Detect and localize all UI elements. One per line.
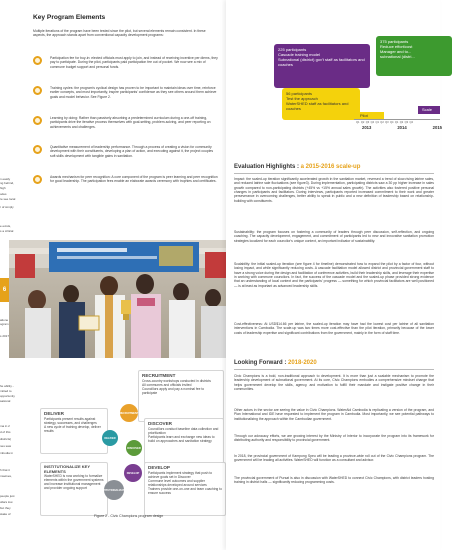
strip-line: e exists, <box>0 224 12 228</box>
develop-box <box>144 462 226 516</box>
strip-line: d of this <box>0 430 11 434</box>
strip-line: nes saw <box>0 444 12 448</box>
strip-line: districts) <box>0 437 12 441</box>
impact-paragraph: Impact: the scaled-up iteration significantly accelerated growth in the sanitation market, reversed a trend of slow-rising latrine sales, and reduced latrine sale fluctuations (see figure3). During implementation, participating districts saw a 30 pp higher increase in sales growth compared to non-participating districts (+45% vs +15% annual sales growth). The activities also fostered positive personal changes in participants and facilitators. During interviews, participants reported increased commitment to their work and greater perseverance in overcoming challenges, better ability to speak in public and a new definition of leadership based on relationship-building with constituents. <box>234 177 434 203</box>
bullet-icon <box>33 116 42 125</box>
bullet-text: Awards mechanism for peer recognition: A core component of the program is peer learning and peer recognition for good leadership. The participation fees enable an elaborate awards ceremony with trophies and certificates. <box>50 175 218 184</box>
deliver-item: A new cycle of training develop, deliver results <box>44 424 101 433</box>
recruitment-item: All communes and officials invited <box>142 382 192 387</box>
quarter-label: Q2 <box>380 121 384 124</box>
forward-rule <box>234 369 434 370</box>
scale-label: Scale <box>422 107 433 112</box>
discover-box <box>144 418 224 464</box>
scalability-paragraph: Scalability: the initial scaled-up iteration (see figure 4 for timeline) demonstrated how to expand the pilot by a factor of four, without losing impact, and while significantly reducing costs. A cascade facilitation model allowed district and provincial government staff to have a strong voice during the design and facilitation of conference activities, build their leadership skills, and leverage their expertise in working with commune councilors. In fact, the success of the cascade model and the scaled-up phase provided strong evidence that an understanding of local context and the participants' progress — something for which provincial facilitators are well positioned — is at least as important as advanced leadership skills. <box>234 262 434 288</box>
purple-line: Cascade training model <box>278 52 321 57</box>
yellow-line: Test the approach <box>286 96 318 101</box>
develop-item: Participants implement strategy that push to achieve goals set in Discover <box>148 470 213 479</box>
discover-circle: DISCOVER <box>126 440 142 456</box>
strip-line: ogram <box>0 322 9 326</box>
green-line: 375 participants <box>380 39 409 44</box>
right-page <box>226 0 440 550</box>
discover-item: Councillors conduct baseline data collection and prioritization <box>148 426 219 435</box>
timeline-graphic <box>226 0 440 135</box>
institutionalize-box <box>40 462 108 516</box>
strip-line: high <box>0 186 6 190</box>
strip-line: but they <box>0 506 11 510</box>
strip-line: r of simply <box>0 205 14 209</box>
forward-paragraph: Through our advocacy efforts, we are growing interest by the Ministry of Interior to incorporate the program into its framework for distributing authority and responsibility to provincial government. <box>234 434 434 443</box>
program-design-diagram <box>40 370 226 540</box>
evaluation-heading-text: Evaluation Highlights : <box>234 164 301 170</box>
strip-line: s 2017 <box>0 334 10 338</box>
strip-line: h that it <box>0 468 10 472</box>
year-row <box>362 125 442 130</box>
scale-bubble-purple <box>274 44 370 88</box>
deliver-box <box>40 408 108 454</box>
intro-text: Multiple iterations of the program have been tested since the pilot, but several elements remain consistent. In these aspects, the approach stands apart from conventional capacity development programs: <box>33 29 206 38</box>
strip-line: stake of <box>0 512 11 516</box>
forward-paragraph: In 2018, the provincial government of Kampong Speu will be leading a province-wide roll out of the Civic Champions program. The government will be leading all activities. WaterSHED will function as a consultant and advisor. <box>234 454 434 463</box>
strip-line: atlone <box>0 318 9 322</box>
scale-bubble-green <box>376 36 452 76</box>
discover-item: Participants learn and exchange new ideas to build on approaches and sanitation strategy <box>148 434 215 443</box>
purple-line: Subnational (district) gov't staff as facilitators and coaches <box>278 57 365 67</box>
strip-line: mitted to <box>0 389 12 393</box>
evaluation-heading <box>234 164 360 170</box>
develop-item: Commune level outcomes and supplier relationships developed around services <box>148 478 207 487</box>
sustainability-paragraph: Sustainability: the program focuses on fostering a community of leaders through peer discussion, self-reflection, and ongoing coaching. The capacity development, engagement, and commitment of participants led to new and innovative sanitation promotion strategies localized for each councilor's unique context, an important indicator of sustainability. <box>234 230 434 243</box>
strip-line: odes <box>0 192 7 196</box>
quarter-label: Q1 <box>356 121 360 124</box>
ceremony-photo-illustration <box>9 240 235 358</box>
quarter-label: Q4 <box>390 121 394 124</box>
quarter-label: Q1 <box>394 121 399 124</box>
quarter-label: Q4 <box>370 121 375 124</box>
institutionalize-title: INSTITUTIONALIZE KEY ELEMENTS <box>44 464 90 474</box>
strip-line: mbodia in <box>0 451 14 455</box>
quarter-label: Q4 <box>409 121 413 124</box>
develop-item: Trainers provide one-on-one and team coaching to ensure success <box>148 486 222 495</box>
forward-heading-years: 2018-2020 <box>288 360 317 366</box>
develop-circle: DEVELOP <box>124 464 142 482</box>
strip-line: re see local <box>0 197 16 201</box>
recruitment-item: Councillors apply and pay a nominal fee to participate <box>142 386 205 395</box>
forward-heading <box>234 360 317 366</box>
forward-paragraph: The provincial government of Pursat is also in discussion with WaterSHED to connect Civic Champions, with district leaders hosting training in district halls — significantly reducing programming costs. <box>234 476 434 485</box>
cost-effectiveness-paragraph: Cost-effectiveness: At USD$14.66 per latrine, the scaled-up iteration may have had the lowest cost per latrine of all sanitation interventions in Cambodia. The scale-up was two times more cost-effective than the pilot iteration, primarily because of the lower costs of leadership expertise and significant contributions from the government, mainly in the form of staff time. <box>234 322 434 335</box>
quarter-label: Q3 <box>385 121 389 124</box>
strip-line: people just <box>0 494 15 498</box>
deliver-item: Participants present results against strategy, successes, and challenges <box>44 416 97 425</box>
year-label: 2014 <box>397 125 407 130</box>
bullet-text: Participation fee for buy-in: elected officials must apply to join, and instead of receiving incentive per diems, they pay to participate. During the pilot, participants paid participation fee out of pocket. We now see a mix of commune budget support and personal funds. <box>50 56 218 69</box>
quarter-label: Q1 <box>375 121 379 124</box>
purple-line: 225 participants <box>278 47 307 52</box>
institutionalization-circle: INSTITUTIONALIZATION <box>104 480 124 500</box>
orange-stat-box <box>0 278 9 302</box>
evaluation-heading-years: a 2015-2016 scale-up <box>300 164 361 170</box>
strip-line: ma in 2 <box>0 424 10 428</box>
quarter-label: Q3 <box>365 121 370 124</box>
strip-line: s a critical <box>0 229 14 233</box>
page-title: Key Program Elements <box>33 14 106 21</box>
quarter-label: Q2 <box>399 121 404 124</box>
green-line: Manager and to... <box>380 49 412 54</box>
bullet-icon <box>33 175 42 184</box>
forward-paragraph: Other actors in the sector are seeing the value in Civic Champions. WaterAid Cambodia is replicating a version of the program, and Plan International and IDE have requested to implement the program in Cambodia. Most importantly, we see potential pathways to institutionalizing the approach within the Cambodian government. <box>234 408 434 421</box>
year-label: 2015 <box>432 125 442 130</box>
green-line: Reduce effort/cost <box>380 44 413 49</box>
recruitment-title: RECRUITMENT <box>142 373 176 378</box>
diagram-caption: Figure 2 - Civic Champions program design <box>94 514 164 518</box>
strip-line: n easily <box>0 177 11 181</box>
recruitment-item: Cross-country workshops conducted in districts <box>142 378 211 383</box>
orange-stat-text: 6 <box>2 287 7 293</box>
strip-line: ollars low <box>0 500 13 504</box>
quarter-label: Q2 <box>360 121 365 124</box>
strip-line: ng behind, <box>0 181 15 185</box>
strip-line: he ability - <box>0 384 14 388</box>
pilot-bubble-yellow <box>282 88 360 120</box>
forward-heading-text: Looking Forward : <box>234 360 288 366</box>
deliver-title: DELIVER <box>44 411 64 416</box>
evaluation-rule <box>234 173 434 174</box>
bullet-text: Training cycles: the program's cyclical design has proven to be important to maintain ideas over time, reinforce earlier concepts, and most importantly, inspire participants' confidence as they see others around them achieve goals and model behavior. See Figure 2. <box>50 86 217 99</box>
yellow-line: WaterSHED staff as facilitators and coaches <box>286 101 349 111</box>
strip-line: mselves, <box>0 474 12 478</box>
quarter-label: Q3 <box>404 121 409 124</box>
forward-paragraph: Civic Champions is a bold, non-traditional approach to development. It is more than just a scalable mechanism to promote the leadership development of subnational government. At its core, Civic Champions embodies a comprehensive mindset change that helps government develop the skills, agency, and motivation to fulfill their mandate and instigate positive change in their communities. <box>234 374 434 392</box>
yellow-line: 56 participants <box>286 91 313 96</box>
ceremony-photo <box>9 240 235 358</box>
develop-title: DEVELOP <box>148 465 170 470</box>
recruitment-circle: RECRUITMENT <box>120 404 138 422</box>
bullet-text: Learning by doing: Rather than passively absorbing a predetermined curriculum during a one-off training, participants drive the iterative process themselves with goal-setting, problem-solving, and peer reporting on achievements and challenges. <box>50 116 211 129</box>
pilot-label: Pilot <box>360 113 368 118</box>
discover-title: DISCOVER <box>148 421 172 426</box>
bullet-icon <box>33 145 42 154</box>
recruitment-box <box>138 370 224 422</box>
bullet-icon <box>33 86 42 95</box>
green-line: subnational (distri... <box>380 54 415 59</box>
pilot-bar <box>354 112 384 119</box>
bullet-text: Quantitative measurement of leadership performance. Through a process of creating a vision for community development with their constituents, developing a plan of action, and executing against it, the project couples soft skills development with tangible gains in sanitation. <box>50 145 214 158</box>
bullet-icon <box>33 56 42 65</box>
deliver-circle: DELIVER <box>102 430 118 446</box>
strip-line: opportunity <box>0 394 15 398</box>
year-label: 2013 <box>362 125 372 130</box>
strip-line: sational <box>0 399 11 403</box>
institutionalize-item: WaterSHED is now working to formalize elements within the government systems and increase institutional management and provider ongoing support <box>44 474 104 491</box>
